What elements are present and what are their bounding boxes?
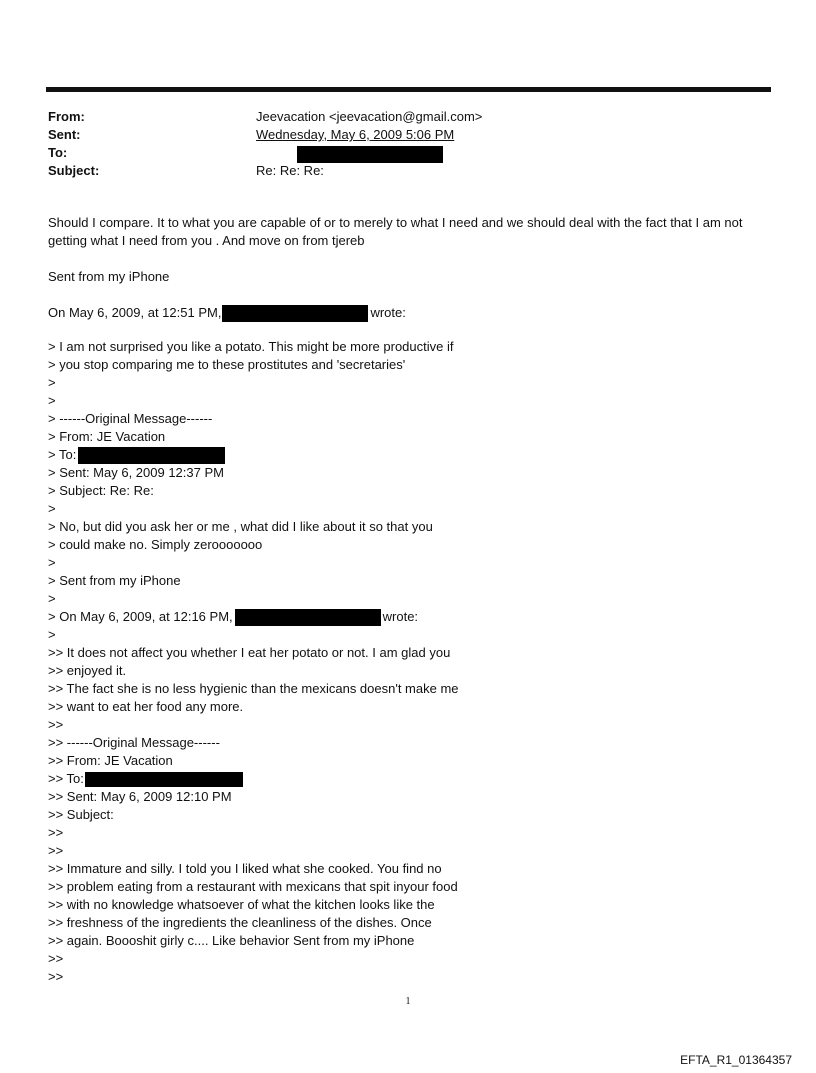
signature: Sent from my iPhone (48, 269, 170, 284)
quoted-line-to (48, 446, 763, 464)
quoted-line: >> (48, 969, 64, 984)
quoted-line: >> (48, 717, 64, 732)
quoted-line: > (48, 555, 56, 570)
email-body (48, 214, 763, 986)
quoted-line-to (48, 770, 763, 788)
subject-row (48, 162, 748, 180)
redaction-box (222, 305, 368, 322)
sent-label: Sent: (48, 127, 81, 142)
quoted-line: > Sent from my iPhone (48, 573, 181, 588)
document-id: EFTA_R1_01364357 (680, 1053, 792, 1067)
attribution-suffix: wrote: (382, 609, 419, 624)
redaction-box (85, 772, 243, 787)
quoted-line: >> It does not affect you whether I eat her potato or not. I am glad you (48, 645, 451, 660)
quoted-line: >> The fact she is no less hygienic than the mexicans doesn't make me (48, 681, 459, 696)
quoted-line: > (48, 591, 56, 606)
quoted-line: > (48, 501, 56, 516)
header-rule (46, 87, 771, 92)
attribution-prefix: On May 6, 2009, at 12:51 PM, (48, 305, 222, 320)
quoted-line: > you stop comparing me to these prostitutes and 'secretaries' (48, 357, 406, 372)
quoted-line: > Sent: May 6, 2009 12:37 PM (48, 465, 224, 480)
from-row (48, 108, 748, 126)
quoted-line: >> freshness of the ingredients the cleanliness of the dishes. Once (48, 915, 432, 930)
quoted-line: > From: JE Vacation (48, 429, 166, 444)
quoted-line: >> problem eating from a restaurant with mexicans that spit inyour food (48, 879, 458, 894)
attribution-suffix: wrote: (370, 305, 406, 320)
redaction-box (235, 609, 381, 626)
quoted-line: > could make no. Simply zerooooooo (48, 537, 263, 552)
quoted-line: > ------Original Message------ (48, 411, 213, 426)
subject-value: Re: Re: Re: (256, 163, 324, 178)
from-label: From: (48, 109, 85, 124)
reply-attribution (48, 304, 763, 322)
redaction-box (297, 146, 443, 163)
subject-label: Subject: (48, 163, 100, 178)
quoted-to-label: > To: (48, 447, 77, 462)
quoted-line: >> Sent: May 6, 2009 12:10 PM (48, 789, 232, 804)
quoted-line: >> want to eat her food any more. (48, 699, 244, 714)
quoted-line: > (48, 375, 56, 390)
quoted-line: >> Immature and silly. I told you I liked what she cooked. You find no (48, 861, 442, 876)
quoted-line: > I am not surprised you like a potato. This might be more productive if (48, 339, 454, 354)
quoted-line: > (48, 393, 56, 408)
quoted-line: >> again. Boooshit girly c.... Like behavior Sent from my iPhone (48, 933, 415, 948)
quoted-line: >> with no knowledge whatsoever of what the kitchen looks like the (48, 897, 435, 912)
to-row (48, 144, 748, 162)
quoted-line: > No, but did you ask her or me , what did I like about it so that you (48, 519, 433, 534)
quoted-line: >> From: JE Vacation (48, 753, 173, 768)
quoted-line: > (48, 627, 56, 642)
to-label: To: (48, 145, 68, 160)
quoted-thread (48, 338, 763, 986)
quoted-line: > Subject: Re: Re: (48, 483, 154, 498)
from-value: Jeevacation <jeevacation@gmail.com> (256, 109, 483, 124)
quoted-line: >> (48, 825, 64, 840)
quoted-line: >> ------Original Message------ (48, 735, 220, 750)
quoted-line: >> (48, 951, 64, 966)
sent-row (48, 126, 748, 144)
sent-value: Wednesday, May 6, 2009 5:06 PM (256, 127, 455, 142)
message-paragraph: Should I compare. It to what you are capable of or to merely to what I need and we should deal with the fact that I am not getting what I need from you . And move on from tjereb (48, 215, 743, 248)
quoted-line: >> (48, 843, 64, 858)
page-number: 1 (405, 996, 411, 1007)
quoted-line-attribution (48, 608, 763, 626)
email-header (48, 108, 748, 180)
attribution-prefix: > On May 6, 2009, at 12:16 PM, (48, 609, 233, 624)
quoted-to-label: >> To: (48, 771, 84, 786)
quoted-line: >> enjoyed it. (48, 663, 127, 678)
quoted-line: >> Subject: (48, 807, 114, 822)
redaction-box (78, 447, 225, 464)
